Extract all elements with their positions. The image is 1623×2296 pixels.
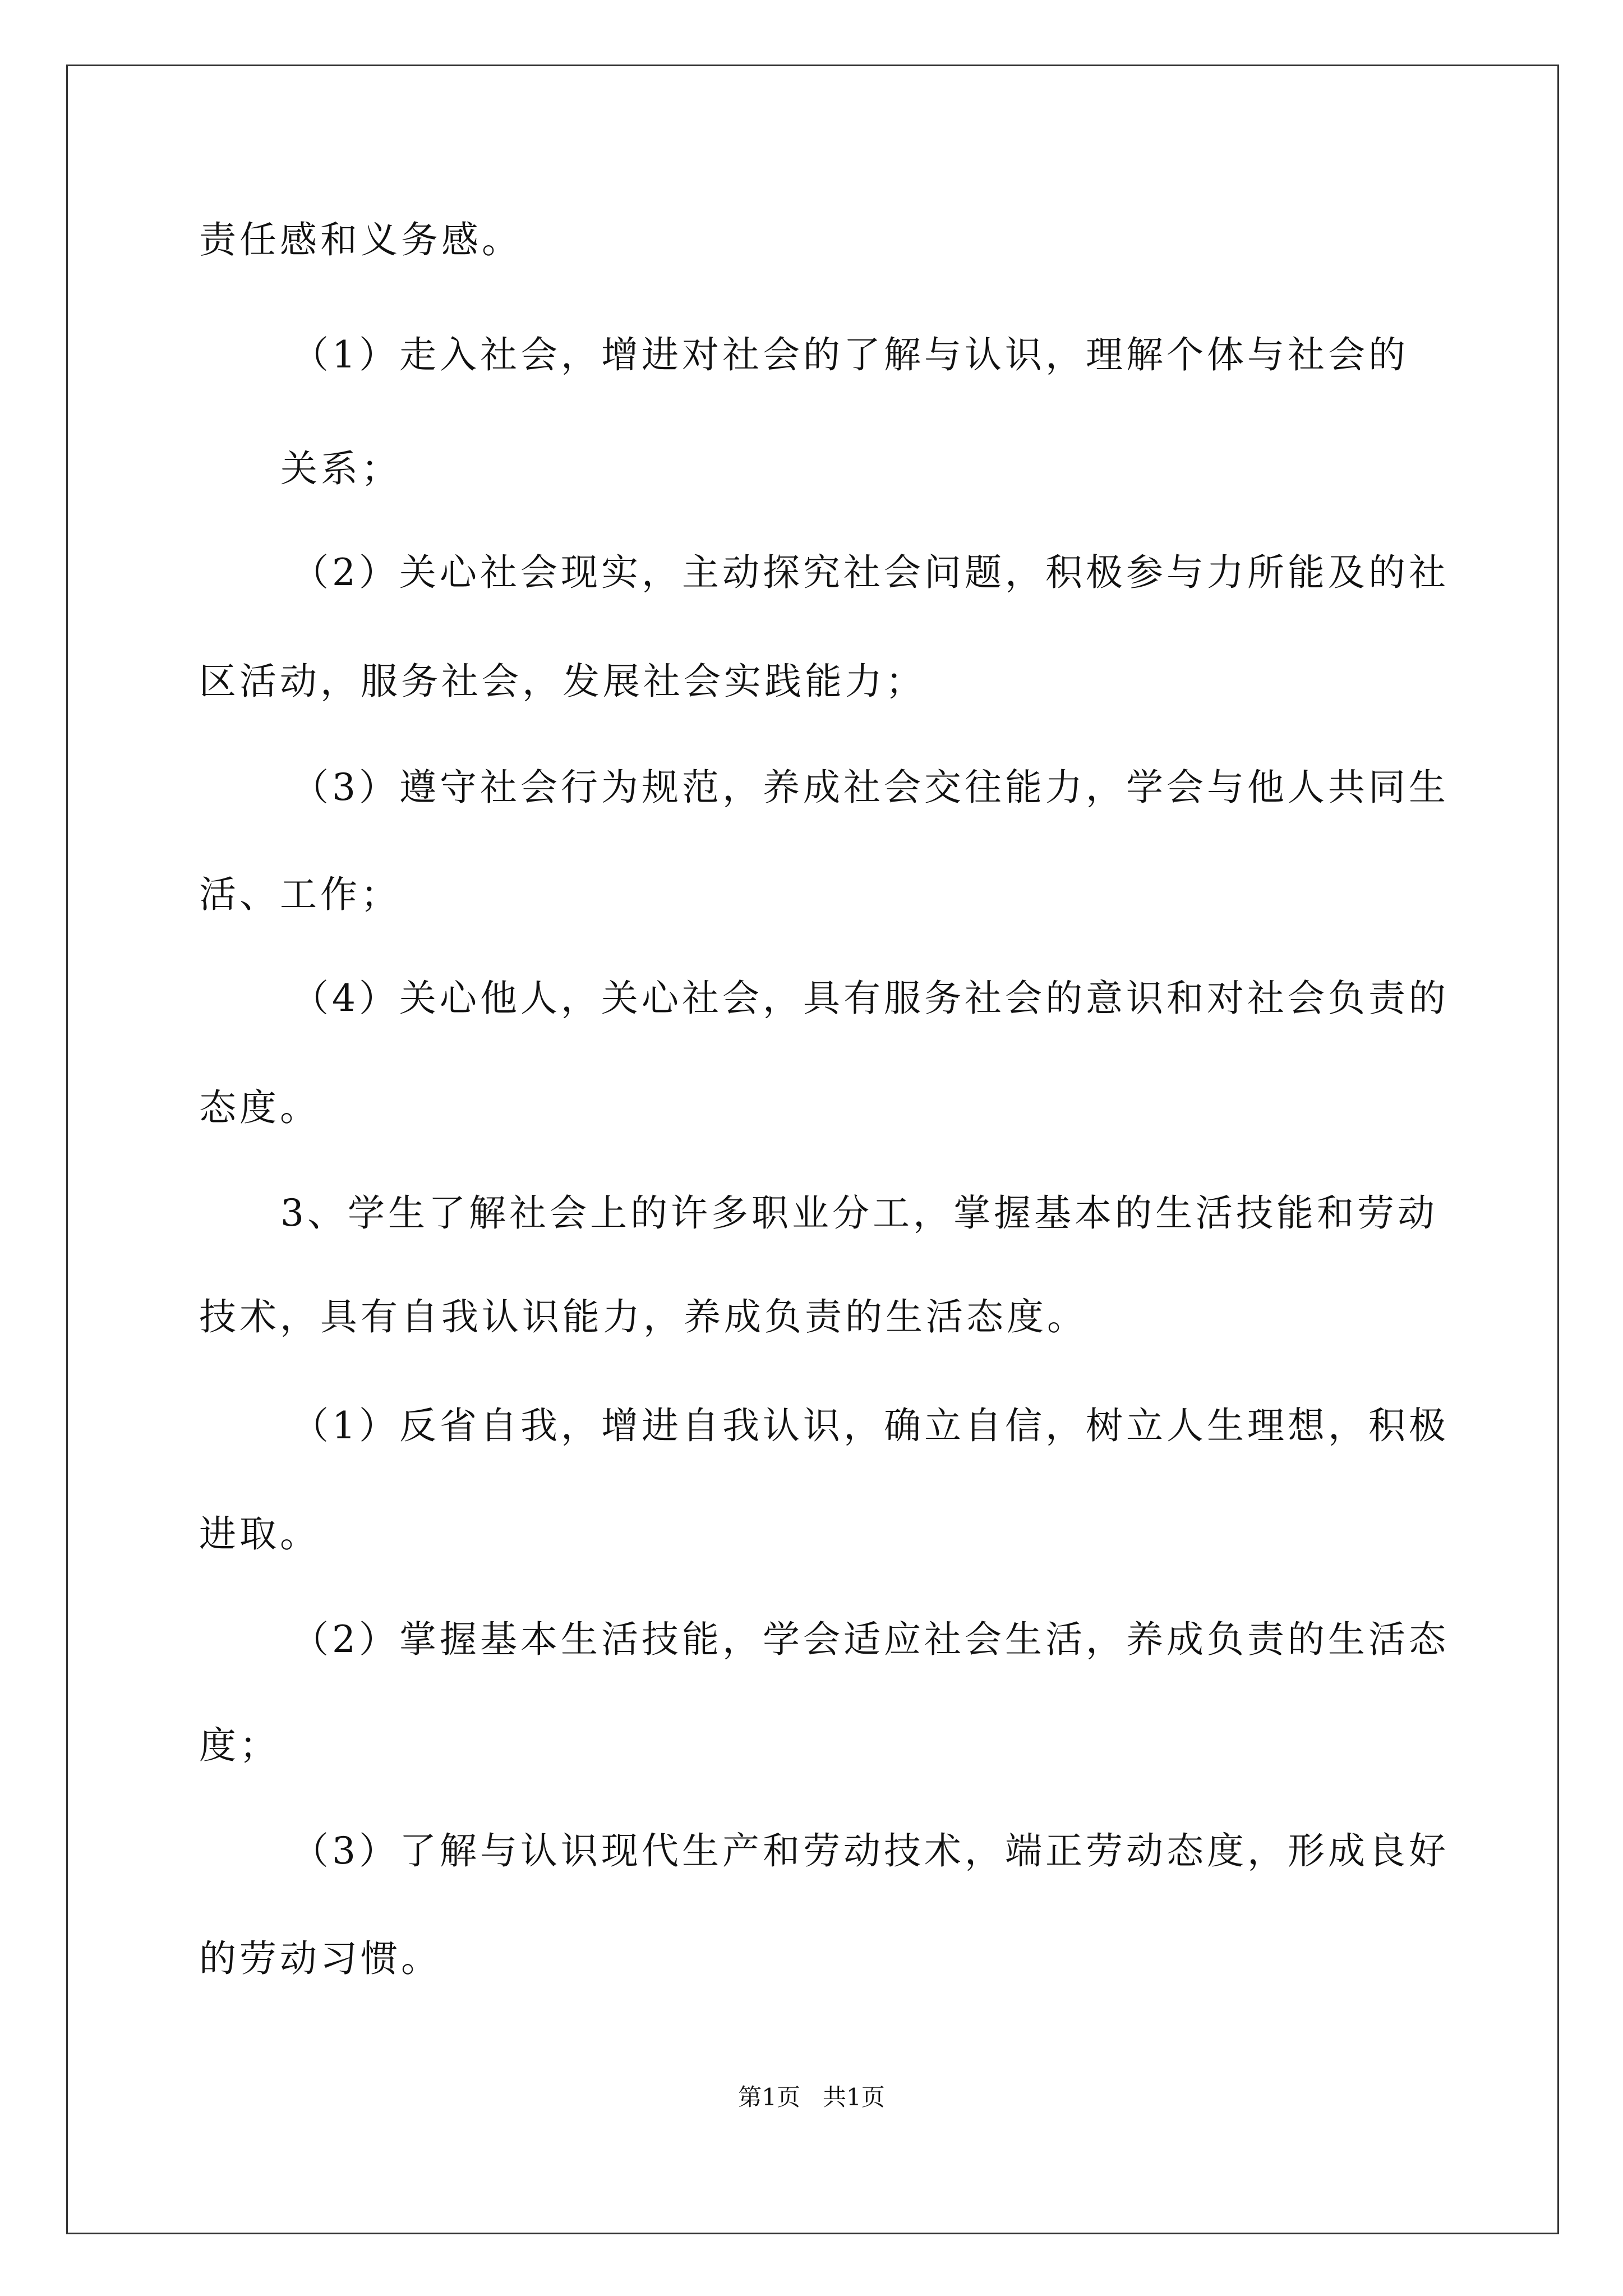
body-line: 3、学生了解社会上的许多职业分工，掌握基本的生活技能和劳动 [280,1191,1438,1235]
body-line: 责任感和义务感。 [199,218,522,261]
body-line: 技术，具有自我认识能力，养成负责的生活态度。 [199,1295,1087,1338]
body-line: 态度。 [199,1086,320,1129]
body-line: 活、工作； [199,873,401,916]
page-border [66,65,1559,2234]
body-line: （2）关心社会现实，主动探究社会问题，积极参与力所能及的社 [292,551,1449,594]
body-line: 度； [199,1724,280,1767]
body-line: 关系； [280,447,402,490]
body-line: （1）走入社会，增进对社会的了解与认识，理解个体与社会的 [292,333,1409,376]
body-line: 区活动，服务社会，发展社会实践能力； [199,660,926,703]
body-line: 进取。 [199,1512,320,1556]
body-line: （4）关心他人，关心社会，具有服务社会的意识和对社会负责的 [292,977,1449,1020]
page-footer: 第1页 共1页 [738,2083,885,2111]
body-line: （2）掌握基本生活技能，学会适应社会生活，养成负责的生活态 [292,1618,1449,1661]
body-line: （3）遵守社会行为规范，养成社会交往能力，学会与他人共同生 [292,766,1449,809]
body-line: 的劳动习惯。 [199,1937,441,1980]
body-line: （1）反省自我，增进自我认识，确立自信，树立人生理想，积极 [292,1404,1449,1447]
body-line: （3）了解与认识现代生产和劳动技术，端正劳动态度，形成良好 [292,1829,1449,1872]
